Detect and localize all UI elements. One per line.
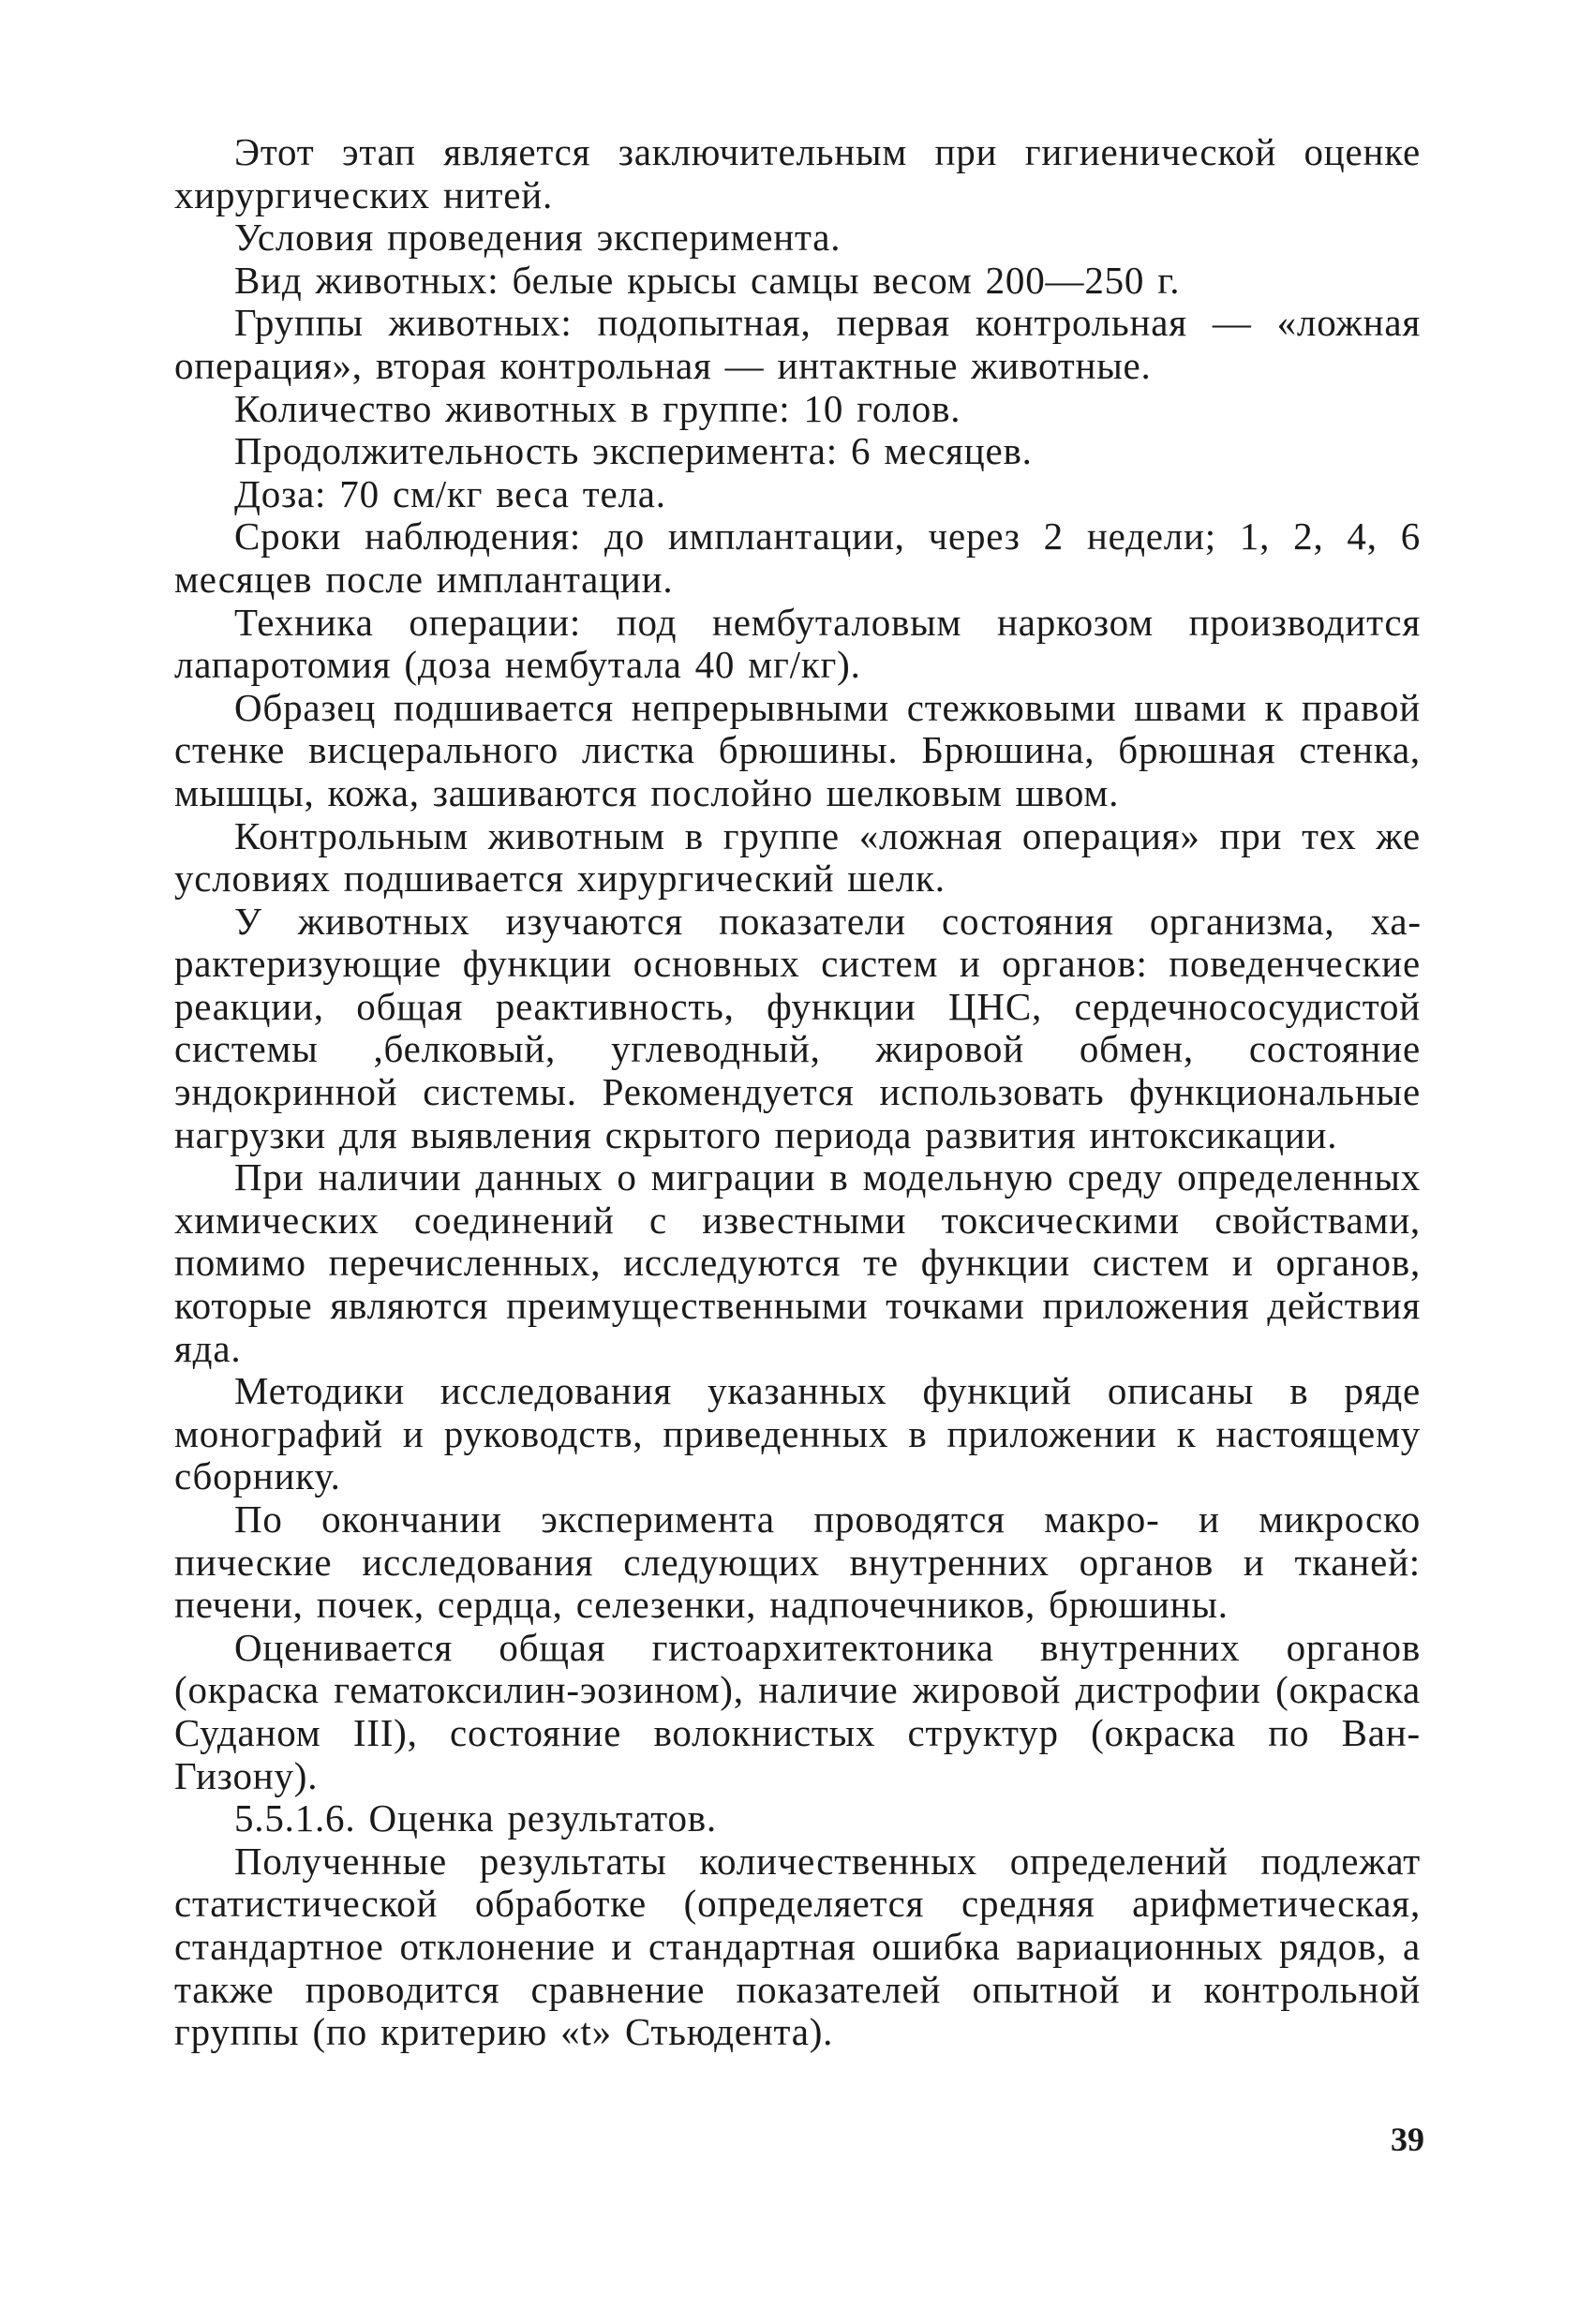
paragraph-experiment-conditions: Условия проведения эксперимента. [234, 216, 842, 260]
paragraph-surgery-technique: Техника операции: под нембуталовым наркозом производится лапаротомия (доза нембутала 40 мг/кг). [174, 600, 1421, 687]
paragraph-control-animals: Контрольным животным в группе «ложная операция» при тех же условиях подшивается хирургический шелк. [174, 813, 1421, 901]
paragraph-migration-data: При наличии данных о миграции в модельную среду определенных химических соединений с известными токсическими свойствами, помимо перечисленных, исследуются те функции систем и органов, которые являются преимущественными точками приложения действия яда. [174, 1155, 1421, 1370]
body-text [174, 131, 1421, 2054]
paragraph-observation-times: Сроки наблюдения: до имплантации, через 2 недели; 1, 2, 4, 6 месяцев после имплантации. [174, 514, 1421, 601]
paragraph-indicators: У животных изучаются показатели состояния организма, характеризующие функции основных систем и органов: поведенческие реакции, общая реактивность, функции ЦНС, сердечнососудистой системы ,белковый, углеводный, жировой обмен, состояние эндокринной системы. Рекомендуется использовать функциональные нагрузки для выявления скрытого периода развития интоксикации. [174, 899, 1421, 1156]
paragraph-animal-groups: Группы животных: подопытная, первая контрольная — «ложная операция», вторая контрольная — интактные животные. [174, 301, 1421, 387]
paragraph-group-size: Количество животных в группе: 10 голов. [234, 386, 961, 430]
page-number: 39 [1391, 2121, 1424, 2158]
paragraph-post-experiment: По окончании эксперимента проводятся макро- и микроско пические исследования следующих внутренних органов и тканей: печени, почек, сердца, селезенки, надпочечников, брюшины. [174, 1497, 1421, 1627]
paragraph-dose: Доза: 70 см/кг веса тела. [234, 471, 666, 515]
paragraph-animal-species: Вид животных: белые крысы самцы весом 200—250 г. [234, 258, 1181, 302]
paragraph-final-stage: Этот этап является заключительным при гигиенической оценке хирургических нитей. [174, 130, 1421, 216]
paragraph-sample-suturing: Образец подшивается непрерывными стежковыми швами к правой стенке висцерального листка брюшины. Брюшина, брюшная стенка, мышцы, кожа, зашиваются послойно шелковым швом. [174, 685, 1421, 814]
paragraph-duration: Продолжительность эксперимента: 6 месяцев. [234, 429, 1033, 473]
paragraph-methods: Методики исследования указанных функций описаны в ряде монографий и руководств, приведенных в приложении к настоящему сборнику. [174, 1369, 1421, 1498]
paragraph-statistics: Полученные результаты количественных определений подлежат статистической обработке (определяется средняя арифметическая, стандартное отклонение и стандартная ошибка вариационных рядов, а также проводится сравнение показателей опытной и контрольной группы (по критерию «t» Стьюдента). [174, 1839, 1421, 2054]
paragraph-histology: Оценивается общая гистоархитектоника внутренних органов (окраска гематоксилин-эозином), наличие жировой дистрофии (окраска Суданом III), состояние волокнистых структур (окраска по Ван-Гизону). [174, 1625, 1421, 1797]
section-heading-results: 5.5.1.6. Оценка результатов. [234, 1796, 717, 1840]
